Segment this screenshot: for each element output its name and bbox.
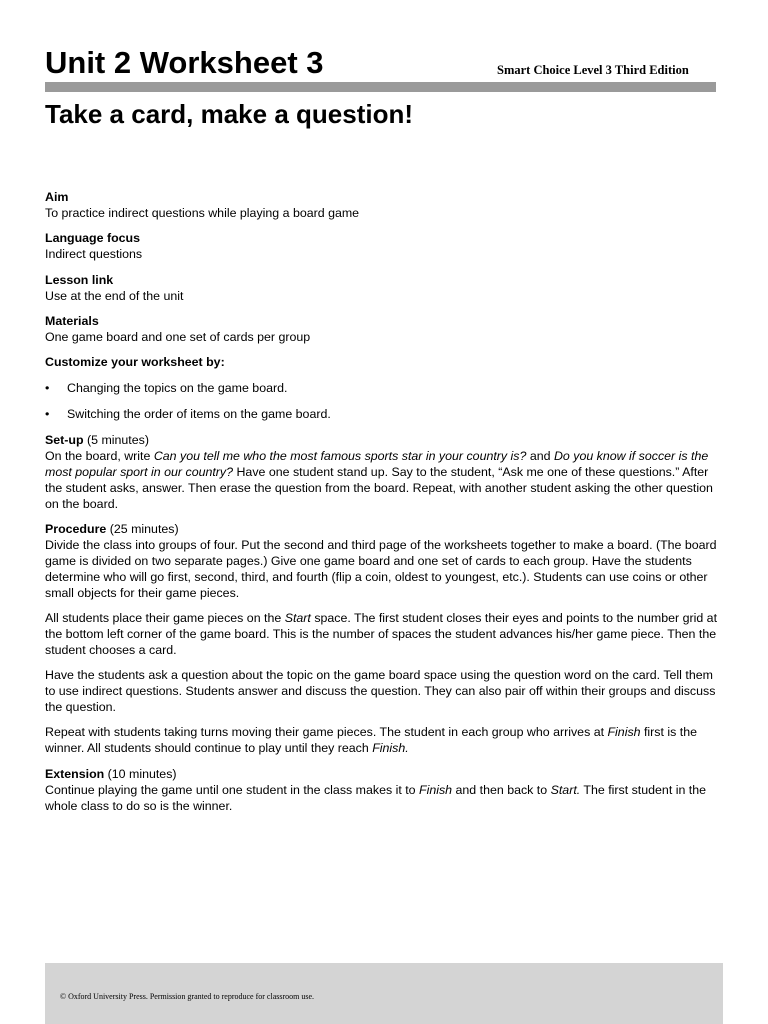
list-item [45,407,725,423]
procedure-emphasis: Finish. [372,741,409,756]
lesson-link-section [45,273,725,305]
customize-heading: Customize your worksheet by: [45,355,225,370]
lesson-content [45,190,725,824]
procedure-paragraph [45,725,725,757]
extension-text: and then back to [452,782,551,797]
edition-label: Smart Choice Level 3 Third Edition [497,63,689,77]
materials-section [45,314,725,346]
bullet-icon: • [45,407,50,422]
extension-text: The first student in the whole class to do so is the winner. [45,782,707,813]
activity-title: Take a card, make a question! [45,99,413,129]
copyright-footer [45,963,723,1024]
aim-heading: Aim [45,190,69,204]
bullet-icon: • [45,381,50,396]
procedure-duration: (25 minutes) [106,522,179,536]
setup-example-question-2: Do you know if soccer is the most popular sport in our country? [45,448,709,479]
setup-heading: Set-up [45,432,84,447]
aim-section [45,190,725,222]
list-item [45,381,725,397]
worksheet-title: Unit 2 Worksheet 3 [45,45,324,80]
extension-heading: Extension [45,766,105,781]
extension-paragraph [45,767,725,815]
setup-text: and [526,448,554,463]
procedure-paragraph [45,668,725,716]
procedure-emphasis: Finish [607,725,641,740]
procedure-paragraph [45,522,725,602]
language-focus-text: Indirect questions [45,247,143,262]
setup-text: Have one student stand up. Say to the student, “Ask me one of these questions.” After the student asks, answer. Then erase the question from the board. Repeat, with another student asking the other question on the board. [45,464,713,511]
extension-duration: (10 minutes) [104,766,177,781]
materials-text: One game board and one set of cards per group [45,329,311,344]
setup-paragraph [45,433,725,513]
aim-text: To practice indirect questions while playing a board game [45,205,360,220]
extension-text: Continue playing the game until one student in the class makes it to [45,782,420,797]
procedure-paragraph [45,611,725,659]
procedure-text: Divide the class into groups of four. Put the second and third page of the worksheets together to make a board. (The board game is divided on two separate pages.) Give one game board and one set of cards to each group. Have the students determine who will go first, second, third, and fourth (flip a coin, oldest to youngest, etc.). Students can use coins or other small objects for their game pieces. [45,537,717,600]
list-item-text: Changing the topics on the game board. [67,381,288,396]
setup-text: On the board, write [45,448,154,463]
copyright-notice: © Oxford University Press. Permission granted to reproduce for classroom use. [60,992,315,1001]
procedure-text: space. The first student closes their eyes and points to the number grid at the bottom left corner of the game board. This is the number of spaces the student advances his/her game piece. Then the student chooses a card. [45,611,718,657]
procedure-text: Have the students ask a question about the topic on the game board space using the question word on the card. Tell them to use indirect questions. Students answer and discuss the question. They can also pair off within their groups and discuss the question. [45,668,716,715]
list-item-text: Switching the order of items on the game board. [67,407,331,422]
procedure-text: Repeat with students taking turns moving their game pieces. The student in each group who arrives at [45,725,608,740]
language-focus-heading: Language focus [45,231,141,246]
setup-example-question-1: Can you tell me who the most famous sports star in your country is? [153,448,527,463]
materials-heading: Materials [45,313,99,328]
procedure-emphasis: Start [284,611,311,626]
customize-list [45,381,725,423]
extension-emphasis: Finish [419,782,453,797]
procedure-text: All students place their game pieces on the [45,611,285,626]
procedure-heading: Procedure [45,522,107,536]
lesson-link-heading: Lesson link [45,272,114,287]
setup-duration: (5 minutes) [83,432,149,447]
language-focus-section [45,231,725,263]
header-divider [45,82,716,92]
procedure-text: first is the winner. All students should continue to play until they reach [45,725,698,756]
lesson-link-text: Use at the end of the unit [45,288,184,303]
extension-emphasis: Start. [550,782,581,797]
